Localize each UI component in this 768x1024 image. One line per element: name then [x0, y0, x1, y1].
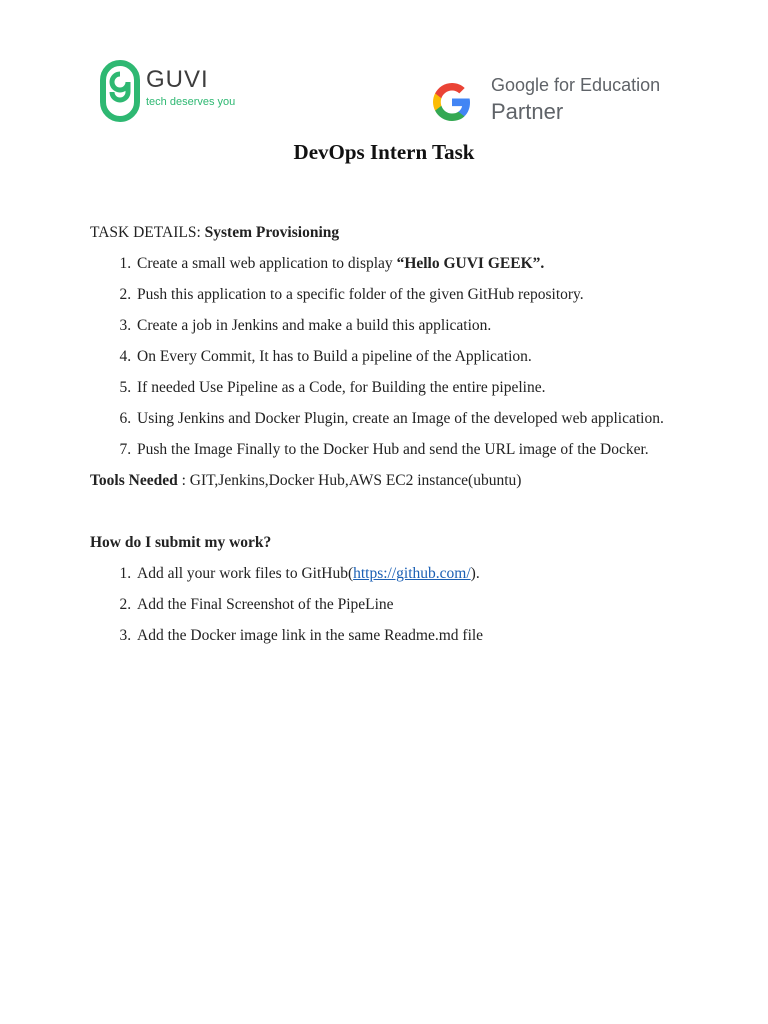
submit-item: 3. Add the Docker image link in the same Readme.md file — [135, 620, 678, 651]
task-item: 2. Push this application to a specific folder of the given GitHub repository. — [135, 279, 678, 310]
task-item: 3. Create a job in Jenkins and make a build this application. — [135, 310, 678, 341]
tools-needed — [90, 465, 678, 496]
tools-label: Tools Needed — [90, 472, 178, 489]
task-item — [135, 248, 678, 279]
task-list — [90, 248, 678, 465]
submit-item-text: Add all your work files to GitHub( — [137, 565, 354, 582]
task-heading-prefix: TASK DETAILS: — [90, 224, 205, 241]
task-item-text: Create a small web application to display — [137, 255, 397, 272]
partner-line-1: Google for Education — [491, 75, 661, 95]
task-heading — [90, 217, 678, 248]
tools-value: : GIT,Jenkins,Docker Hub,AWS EC2 instance(ubuntu) — [177, 472, 522, 489]
task-item-highlight: “Hello GUVI GEEK”. — [396, 255, 545, 272]
document-body — [90, 217, 678, 651]
guvi-g-icon — [100, 60, 140, 122]
task-item: 5. If needed Use Pipeline as a Code, for Building the entire pipeline. — [135, 372, 678, 403]
submit-heading — [90, 527, 678, 558]
guvi-logo — [100, 60, 250, 124]
guvi-tagline: tech deserves you — [146, 96, 236, 108]
guvi-wordmark: GUVI — [146, 66, 209, 93]
submit-list — [90, 558, 678, 651]
spacer — [90, 496, 678, 527]
github-link[interactable]: https://github.com/ — [353, 565, 471, 582]
task-heading-title: System Provisioning — [204, 224, 340, 241]
google-for-education-logo — [430, 72, 670, 132]
submit-item: 2. Add the Final Screenshot of the PipeLine — [135, 589, 678, 620]
google-g-icon — [430, 80, 474, 124]
submit-item — [135, 558, 678, 589]
partner-line-2: Partner — [491, 99, 564, 124]
submit-heading-text: How do I submit my work? — [90, 534, 272, 551]
task-item: 7. Push the Image Finally to the Docker Hub and send the URL image of the Docker. — [135, 434, 678, 465]
task-item: 4. On Every Commit, It has to Build a pipeline of the Application. — [135, 341, 678, 372]
page-title: DevOps Intern Task — [293, 140, 475, 164]
submit-item-suffix: ). — [470, 565, 480, 582]
task-item: 6. Using Jenkins and Docker Plugin, create an Image of the developed web application. — [135, 403, 678, 434]
